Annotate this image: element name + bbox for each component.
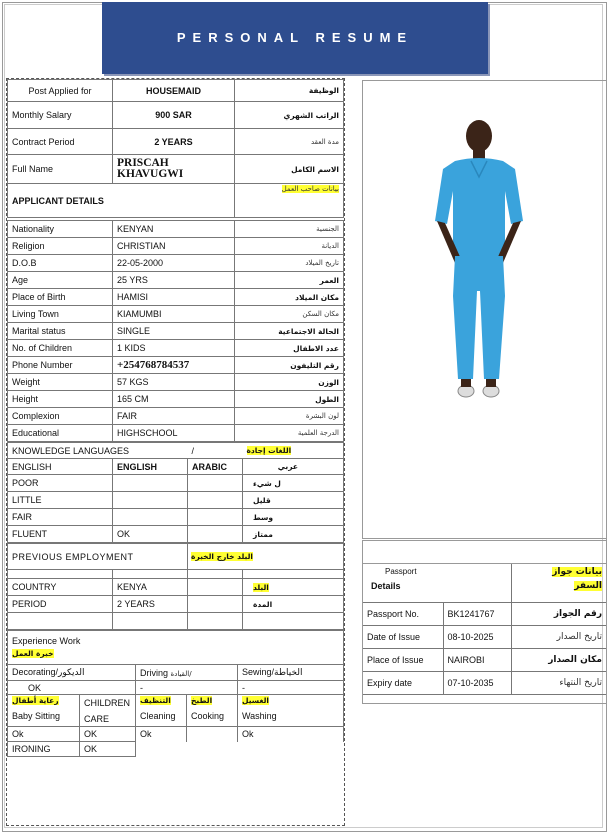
- name-label: Full Name: [8, 155, 113, 184]
- country-ar: البلد: [253, 582, 269, 592]
- sewing-label: Sewing/الخياطة: [238, 665, 344, 681]
- passport-value: 08-10-2025: [443, 625, 511, 648]
- languages-slash: /: [188, 443, 243, 459]
- baby-ar: رعاية أطفال: [12, 696, 59, 705]
- applicant-label: APPLICANT DETAILS: [8, 184, 235, 218]
- lang-row: [8, 475, 344, 492]
- baby-label: Baby Sitting: [12, 711, 61, 721]
- cooking-ar: الطبخ: [191, 696, 213, 705]
- passport-value: NAIROBI: [443, 648, 511, 671]
- washing-ar: الغسيل: [242, 696, 270, 705]
- salary-value: 900 SAR: [113, 102, 235, 129]
- contract-row: [8, 129, 344, 155]
- detail-label: Weight: [8, 374, 113, 391]
- lang-ar: ممتاز: [243, 526, 344, 543]
- passport-ar-1: بيانات جواز: [552, 567, 602, 577]
- lang-arabic: [188, 526, 243, 543]
- passport-table: [363, 564, 606, 695]
- detail-ar: العمر: [235, 272, 344, 289]
- title-banner: [102, 2, 488, 74]
- detail-ar: الحالة الاجتماعية: [235, 323, 344, 340]
- decorating-value: OK: [8, 681, 136, 695]
- post-value: HOUSEMAID: [113, 80, 235, 102]
- washing-value: Ok: [238, 727, 344, 742]
- passport-row: [363, 671, 606, 694]
- detail-row: [8, 255, 344, 272]
- passport-value: BK1241767: [443, 602, 511, 625]
- period-label: PERIOD: [8, 596, 113, 613]
- applicant-ar: بيانات صاحب العمل: [281, 185, 339, 193]
- languages-cols: [8, 459, 344, 475]
- detail-ar: مكان الميلاد: [235, 289, 344, 306]
- page-title: PERSONAL RESUME: [176, 30, 414, 45]
- languages-table: [7, 442, 344, 543]
- lang-level: POOR: [8, 475, 113, 492]
- lang-arabic: [188, 492, 243, 509]
- detail-label: Nationality: [8, 221, 113, 238]
- passport-header: [363, 564, 606, 602]
- photo-frame: [362, 80, 607, 539]
- country-label: COUNTRY: [8, 579, 113, 596]
- experience-ar: خبرة العمل: [12, 649, 54, 658]
- detail-value: 25 YRS: [113, 272, 235, 289]
- skills-values-2: [8, 727, 344, 742]
- uniform-trousers: [453, 256, 505, 379]
- lang-col-ar: عربي: [243, 459, 344, 475]
- country-row: [8, 579, 344, 596]
- salary-ar: الراتب الشهري: [235, 102, 344, 129]
- children-label: CHILDREN: [84, 698, 131, 708]
- applicant-form: [6, 78, 345, 826]
- passport-ar: رقم الجواز: [511, 602, 606, 625]
- passport-value: 07-10-2035: [443, 671, 511, 694]
- ironing-value: OK: [80, 742, 136, 757]
- lang-col-arabic: ARABIC: [188, 459, 243, 475]
- passport-panel: [362, 540, 607, 704]
- detail-label: Place of Birth: [8, 289, 113, 306]
- post-label: Post Applied for: [8, 80, 113, 102]
- baby-value: Ok: [8, 727, 80, 742]
- experience-header: [8, 631, 344, 665]
- detail-value: FAIR: [113, 408, 235, 425]
- experience-table: [7, 630, 344, 757]
- passport-ar: تاريخ الصدار: [511, 625, 606, 648]
- detail-ar: رقم التليفون: [235, 357, 344, 374]
- lang-ar: قليل: [243, 492, 344, 509]
- languages-ar: اللغات إجادة: [246, 446, 292, 455]
- detail-value: 165 CM: [113, 391, 235, 408]
- detail-row: [8, 238, 344, 255]
- salary-row: [8, 102, 344, 129]
- detail-value: HAMISI: [113, 289, 235, 306]
- detail-label: Religion: [8, 238, 113, 255]
- detail-row: [8, 306, 344, 323]
- lang-english: [113, 492, 188, 509]
- detail-label: No. of Children: [8, 340, 113, 357]
- lang-row: [8, 492, 344, 509]
- cleaning-ar: التنظيف: [140, 696, 171, 705]
- detail-value: 57 KGS: [113, 374, 235, 391]
- post-table: [7, 79, 344, 218]
- lang-ar: ل شيء: [243, 475, 344, 492]
- lang-level: FLUENT: [8, 526, 113, 543]
- detail-value: +254768784537: [113, 357, 235, 374]
- skills-row-1: [8, 665, 344, 681]
- name-line2: KHAVUGWI: [117, 168, 184, 180]
- lang-arabic: [188, 509, 243, 526]
- ironing-row: [8, 742, 344, 757]
- post-ar: الوظيفة: [235, 80, 344, 102]
- ironing-label: IRONING: [8, 742, 80, 757]
- period-row: [8, 596, 344, 613]
- detail-ar: الجنسية: [235, 221, 344, 238]
- detail-row: [8, 221, 344, 238]
- detail-value: 22-05-2000: [113, 255, 235, 272]
- applicant-row: [8, 184, 344, 218]
- passport-row: [363, 648, 606, 671]
- detail-label: Height: [8, 391, 113, 408]
- salary-label: Monthly Salary: [8, 102, 113, 129]
- country-value: KENYA: [113, 579, 188, 596]
- driving-value: -: [136, 681, 238, 695]
- period-value: 2 YEARS: [113, 596, 188, 613]
- detail-value: KENYAN: [113, 221, 235, 238]
- detail-value: CHRISTIAN: [113, 238, 235, 255]
- lang-col-english: ENGLISH: [113, 459, 188, 475]
- experience-label: Experience Work: [12, 636, 81, 646]
- details-table: [7, 220, 344, 442]
- passport-ar: مكان الصدار: [511, 648, 606, 671]
- detail-label: Living Town: [8, 306, 113, 323]
- lang-row: [8, 509, 344, 526]
- detail-row: [8, 340, 344, 357]
- detail-label: Complexion: [8, 408, 113, 425]
- passport-title-2: Details: [371, 581, 401, 591]
- detail-ar: الوزن: [235, 374, 344, 391]
- detail-ar: عدد الاطفال: [235, 340, 344, 357]
- cleaning-value: Ok: [136, 727, 187, 742]
- detail-ar: الدرجة العلمية: [235, 425, 344, 442]
- lang-english: [113, 475, 188, 492]
- name-row: [8, 155, 344, 184]
- detail-label: D.O.B: [8, 255, 113, 272]
- driving-label: Driving: [140, 667, 169, 678]
- passport-ar-2: السفر: [574, 581, 602, 591]
- detail-ar: تاريخ الميلاد: [235, 255, 344, 272]
- head: [466, 120, 492, 152]
- contract-label: Contract Period: [8, 129, 113, 155]
- employment-label: PREVIOUS EMPLOYMENT: [8, 544, 188, 570]
- washing-label: Washing: [242, 711, 277, 721]
- detail-label: Age: [8, 272, 113, 289]
- detail-row: [8, 391, 344, 408]
- passport-ar: تاريخ النتهاء: [511, 671, 606, 694]
- lang-ar: وسط: [243, 509, 344, 526]
- passport-label: Passport No.: [363, 602, 443, 625]
- detail-row: [8, 272, 344, 289]
- detail-label: Phone Number: [8, 357, 113, 374]
- name-line1: PRISCAH: [117, 157, 169, 169]
- employment-header: [8, 544, 344, 570]
- name-value: [113, 155, 235, 184]
- passport-label: Date of Issue: [363, 625, 443, 648]
- detail-value: HIGHSCHOOL: [113, 425, 235, 442]
- care-label: CARE: [84, 714, 110, 724]
- passport-title-1: Passport: [385, 567, 417, 576]
- detail-row: [8, 408, 344, 425]
- lang-english: [113, 509, 188, 526]
- lang-english: OK: [113, 526, 188, 543]
- skills-row-2: [8, 695, 344, 727]
- lang-level: LITTLE: [8, 492, 113, 509]
- detail-value: KIAMUMBI: [113, 306, 235, 323]
- detail-value: SINGLE: [113, 323, 235, 340]
- languages-header: [8, 443, 344, 459]
- employment-ar: البلد خارج الخبرة: [191, 552, 253, 561]
- driving-ar: القيادة/: [170, 669, 192, 678]
- detail-ar: الطول: [235, 391, 344, 408]
- detail-ar: لون البشرة: [235, 408, 344, 425]
- name-ar: الاسم الكامل: [235, 155, 344, 184]
- cleaning-label: Cleaning: [140, 711, 176, 721]
- skills-values-1: [8, 681, 344, 695]
- detail-ar: مكان السكن: [235, 306, 344, 323]
- detail-value: 1 KIDS: [113, 340, 235, 357]
- detail-ar: الديانة: [235, 238, 344, 255]
- lang-col-label: ENGLISH: [8, 459, 113, 475]
- post-row: [8, 80, 344, 102]
- lang-row: [8, 526, 344, 543]
- applicant-photo: [363, 81, 606, 538]
- detail-row: [8, 357, 344, 374]
- passport-row: [363, 625, 606, 648]
- lang-arabic: [188, 475, 243, 492]
- contract-ar: مدة العقد: [235, 129, 344, 155]
- lang-level: FAIR: [8, 509, 113, 526]
- children-value: OK: [80, 727, 136, 742]
- detail-row: [8, 374, 344, 391]
- period-ar: المدة: [243, 596, 344, 613]
- passport-label: Expiry date: [363, 671, 443, 694]
- passport-label: Place of Issue: [363, 648, 443, 671]
- detail-row: [8, 425, 344, 442]
- detail-row: [8, 289, 344, 306]
- detail-row: [8, 323, 344, 340]
- cooking-label: Cooking: [191, 711, 225, 721]
- languages-label: KNOWLEDGE LANGUAGES: [8, 443, 188, 459]
- detail-label: Marital status: [8, 323, 113, 340]
- employment-table: [7, 543, 344, 630]
- detail-label: Educational: [8, 425, 113, 442]
- decorating-label: Decorating/الديكور: [8, 665, 136, 681]
- contract-value: 2 YEARS: [113, 129, 235, 155]
- passport-row: [363, 602, 606, 625]
- sewing-value: -: [238, 681, 344, 695]
